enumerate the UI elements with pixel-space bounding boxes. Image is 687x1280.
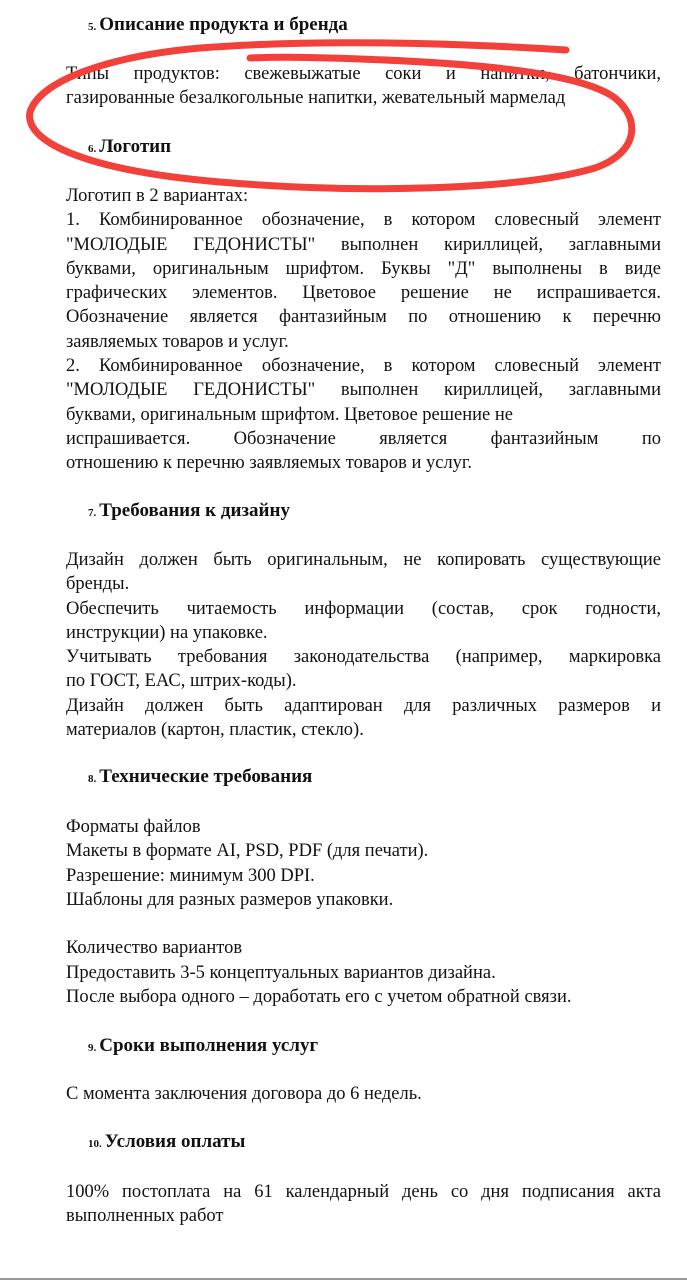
section-10-heading bbox=[88, 1131, 245, 1153]
text-line: Разрешение: минимум 300 DPI. bbox=[66, 865, 315, 886]
text-line: Типы продуктов: свежевыжатые соки и напитки, батончики, bbox=[66, 64, 661, 84]
section-9-body bbox=[66, 1082, 661, 1106]
blank-line bbox=[66, 912, 661, 936]
text-line: "МОЛОДЫЕ ГЕДОНИСТЫ" выполнен кириллицей, заглавными bbox=[66, 380, 661, 401]
section-number: 7. bbox=[88, 507, 97, 519]
section-8-heading bbox=[88, 766, 312, 788]
text-line: 2. Комбинированное обозначение, в котором словесный элемент bbox=[66, 356, 661, 377]
section-number: 6. bbox=[88, 143, 97, 155]
text-line: материалов (картон, пластик, стекло). bbox=[66, 720, 364, 741]
text-line: бренды. bbox=[66, 574, 130, 595]
text-line: "МОЛОДЫЕ ГЕДОНИСТЫ" выполнен кириллицей, заглавными bbox=[66, 234, 661, 255]
section-number: 8. bbox=[88, 773, 97, 785]
section-8-body bbox=[66, 815, 661, 1009]
text-line: После выбора одного – доработать его с учетом обратной связи. bbox=[66, 987, 572, 1008]
text-line: буквами, оригинальным шрифтом. Буквы "Д" выполнены в виде bbox=[66, 258, 661, 279]
section-5-body bbox=[66, 62, 661, 111]
text-line: графических элементов. Цветовое решение не испрашивается. bbox=[66, 283, 661, 304]
text-line: Макеты в формате AI, PSD, PDF (для печати). bbox=[66, 841, 429, 862]
section-6-heading bbox=[88, 136, 171, 158]
text-line: по ГОСТ, ЕАС, штрих-коды). bbox=[66, 671, 297, 692]
text-line: Шаблоны для разных размеров упаковки. bbox=[66, 889, 394, 910]
section-number: 5. bbox=[88, 21, 97, 33]
text-line: 1. Комбинированное обозначение, в котором словесный элемент bbox=[66, 210, 661, 231]
text-line: заявляемых товаров и услуг. bbox=[66, 331, 289, 352]
text-line: Логотип в 2 вариантах: bbox=[66, 186, 249, 206]
text-line: Форматы файлов bbox=[66, 817, 201, 837]
section-title: Требования к дизайну bbox=[99, 500, 290, 521]
section-title: Логотип bbox=[99, 136, 172, 157]
section-title: Условия оплаты bbox=[104, 1131, 246, 1152]
text-line: буквами, оригинальным шрифтом. Цветовое решение не bbox=[66, 404, 513, 425]
text-line: инструкции) на упаковке. bbox=[66, 622, 268, 643]
section-6-body bbox=[66, 184, 661, 476]
section-title: Технические требования bbox=[99, 766, 313, 787]
text-line: С момента заключения договора до 6 недель. bbox=[66, 1084, 422, 1104]
text-line: отношению к перечню заявляемых товаров и услуг. bbox=[66, 453, 473, 474]
section-title: Сроки выполнения услуг bbox=[99, 1035, 319, 1056]
section-number: 9. bbox=[88, 1042, 97, 1054]
text-line: выполненных работ bbox=[66, 1206, 224, 1227]
text-line: газированные безалкогольные напитки, жевательный мармелад bbox=[66, 88, 566, 109]
text-line: Дизайн должен быть адаптирован для различных размеров и bbox=[66, 695, 661, 716]
section-5-heading bbox=[88, 14, 348, 36]
section-number: 10. bbox=[88, 1138, 102, 1150]
section-10-body bbox=[66, 1180, 661, 1229]
text-line: Предоставить 3-5 концептуальных вариантов дизайна. bbox=[66, 962, 496, 983]
section-9-heading bbox=[88, 1035, 318, 1057]
text-line: Учитывать требования законодательства (например, маркировка bbox=[66, 647, 661, 668]
text-line: Обеспечить читаемость информации (состав, срок годности, bbox=[66, 598, 661, 619]
text-line: Дизайн должен быть оригинальным, не копировать существующие bbox=[66, 550, 661, 570]
text-line: испрашивается. Обозначение является фантазийным по bbox=[66, 428, 661, 449]
text-line: 100% постоплата на 61 календарный день со дня подписания акта bbox=[66, 1182, 661, 1202]
text-line: Количество вариантов bbox=[66, 938, 243, 959]
section-7-heading bbox=[88, 500, 290, 522]
text-line: Обозначение является фантазийным по отношению к перечню bbox=[66, 307, 661, 328]
section-7-body bbox=[66, 548, 661, 742]
section-title: Описание продукта и бренда bbox=[99, 14, 348, 35]
